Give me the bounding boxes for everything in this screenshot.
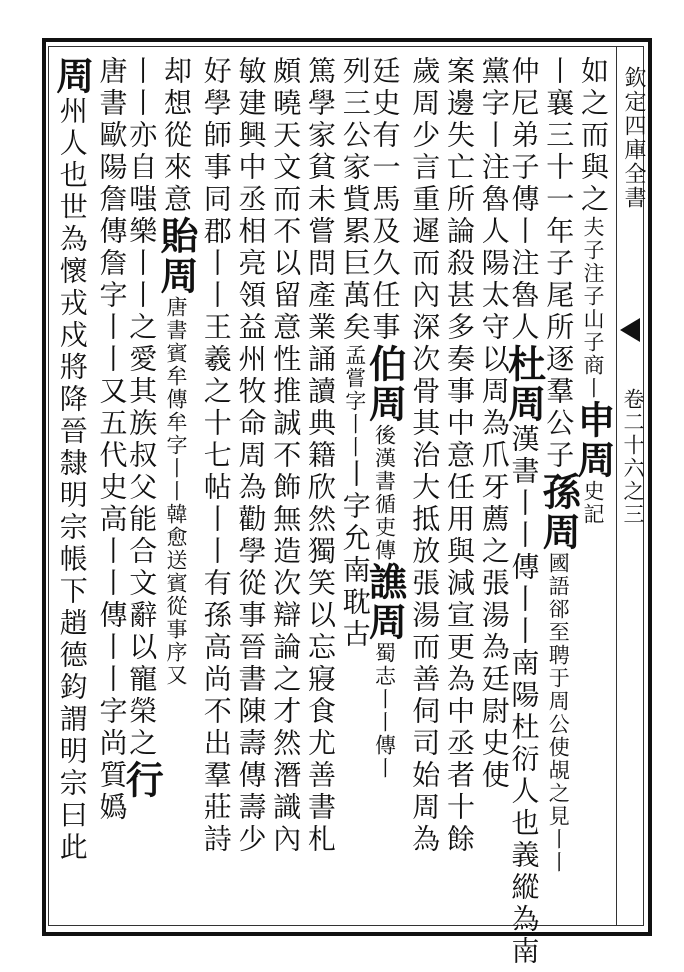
entry-heading: 譙周: [362, 562, 408, 642]
text-column: [571, 56, 616, 916]
entry-heading: 伯周: [362, 344, 408, 424]
entry-heading: 貽周: [154, 216, 199, 296]
text-column: [154, 56, 199, 916]
text-run: 史記: [581, 480, 605, 526]
text-column: [475, 56, 511, 916]
text-run: 黨字丨注魯人: [477, 56, 511, 248]
text-run: 列三公家貲累巨萬矣: [338, 56, 372, 344]
text-run: 唐書歐陽詹傳詹字丨丨又五代史高丨丨傳丨丨字尚質嬀: [95, 56, 129, 824]
text-run: 孟嘗字丨丨: [342, 344, 367, 459]
text-run: 案邊失亡所論殺甚多奏事中意任用與減宣更為中丞者十餘: [443, 56, 476, 856]
text-column: [267, 56, 303, 916]
text-run: 陽太守以周為爪牙薦之張湯為廷尉史使: [477, 248, 511, 792]
text-run: 丨字允南耽古: [338, 459, 372, 651]
text-run: 州人也世為懷戎戍將降晉隸明宗帳下趙德鈞謂明宗曰此: [55, 96, 89, 864]
text-run: 敏建興中丞相亮領益州牧命周為勸學從事晉書陳壽傳壽少: [234, 56, 268, 856]
text-column: [362, 56, 408, 916]
text-column: [336, 56, 372, 916]
entry-heading: 行: [119, 760, 165, 800]
text-run: 丨襄三十一年子尾所逐羣公子: [542, 56, 576, 472]
text-run: 廷史有一馬及久任事: [368, 56, 402, 344]
text-column: [93, 56, 129, 916]
text-run: 漢書丨丨傳丨丨南陽杜衍人也義縱為南: [507, 424, 541, 968]
text-run: 後漢書循吏傳: [372, 424, 397, 562]
text-run: 夫子注子山子商丨: [581, 216, 605, 400]
text-column: [440, 56, 476, 916]
text-run: 歲周少言重遲而內深次骨其治大抵放張湯而善伺司始周為: [408, 56, 442, 856]
book-title: 欽定四庫全書: [621, 66, 646, 210]
text-run: 蜀志丨丨傳丨: [372, 642, 397, 780]
text-column: [49, 56, 95, 916]
text-run: 篤學家貧未嘗問產業誦讀典籍欣然獨笑以忘寢食尤善書札: [304, 56, 337, 856]
text-column: [232, 56, 268, 916]
text-run: 好學師事同郡丨丨王羲之十七帖丨丨有孫高尚不出羣莊詩: [199, 56, 233, 856]
text-run: 樂丨丨之愛其族叔父能合文辭以寵榮之: [125, 216, 159, 760]
text-run: 國語郤至聘于周公使覘之見丨丨: [546, 552, 571, 874]
text-column: [119, 56, 165, 916]
text-column: [197, 56, 233, 916]
text-run: 丨丨亦自嗤: [125, 56, 159, 216]
entry-heading: 孫周: [536, 472, 582, 552]
text-run: 仲尼弟子傳丨注魯人: [507, 56, 541, 344]
entry-heading: 周: [49, 56, 95, 96]
entry-heading: 杜周: [501, 344, 547, 424]
text-run: 唐書賓牟傳牟字丨丨韓愈送賓從事序又: [164, 296, 188, 687]
text-column: [501, 56, 547, 968]
volume-label: 卷二十六之三: [621, 388, 645, 526]
fishtail-mark: [620, 318, 640, 342]
text-column: [536, 56, 582, 916]
text-column: [301, 56, 337, 916]
text-run: 却想從來意: [160, 56, 193, 216]
text-run: 頗曉天文而不以留意性推誠不飾無造次辯論之才然潛識內: [269, 56, 303, 856]
text-column: [406, 56, 442, 916]
text-run: 如之而與之: [577, 56, 610, 216]
entry-heading: 申周: [571, 400, 616, 480]
